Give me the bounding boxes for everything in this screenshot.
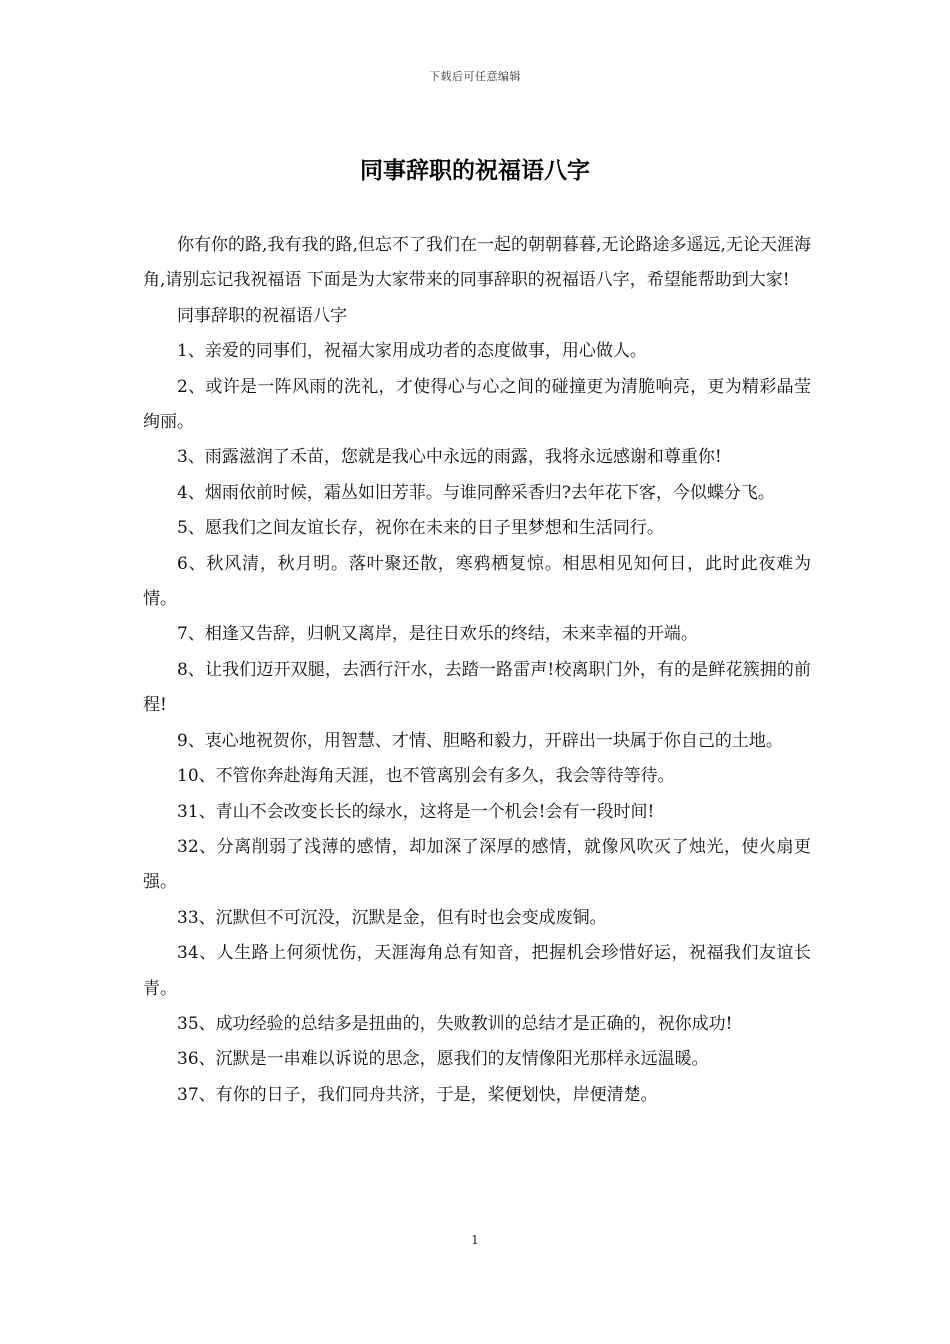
paragraph-item: 4、烟雨依前时候，霜丛如旧芳菲。与谁同醉采香归?去年花下客，今似蝶分飞。	[177, 482, 775, 503]
paragraph-item: 1、亲爱的同事们，祝福大家用成功者的态度做事，用心做人。	[177, 341, 647, 362]
paragraph-item: 10、不管你奔赴海角天涯，也不管离别会有多久，我会等待等待。	[177, 766, 675, 787]
paragraph-item: 2、或许是一阵风雨的洗礼，才使得心与心之间的碰撞更为清脆响亮，更为精彩晶莹绚丽。	[143, 376, 811, 433]
paragraph-item: 32、分离削弱了浅薄的感情，却加深了深厚的感情，就像风吹灭了烛光，使火扇更强。	[143, 836, 811, 893]
paragraph-item: 6、秋风清，秋月明。落叶聚还散，寒鸦栖复惊。相思相见知何日，此时此夜难为情。	[143, 553, 811, 610]
paragraph-item: 36、沉默是一串难以诉说的思念，愿我们的友情像阳光那样永远温暖。	[177, 1049, 709, 1070]
page-number: 1	[471, 1233, 479, 1247]
paragraph-item: 7、相逢又告辞，归帆又离岸，是往日欢乐的终结，未来幸福的开端。	[177, 624, 698, 645]
paragraph-item: 31、青山不会改变长长的绿水，这将是一个机会!会有一段时间!	[177, 801, 655, 822]
paragraph-item: 9、衷心地祝贺你，用智慧、才情、胆略和毅力，开辟出一块属于你自己的土地。	[177, 730, 783, 751]
paragraph-item: 34、人生路上何须忧伤，天涯海角总有知音，把握机会珍惜好运，祝福我们友谊长青。	[143, 943, 811, 999]
paragraph-item: 5、愿我们之间友谊长存，祝你在未来的日子里梦想和生活同行。	[177, 518, 664, 539]
paragraph-intro: 你有你的路,我有我的路,但忘不了我们在一起的朝朝暮暮,无论路途多遥远,无论天涯海角,请别忘记我祝福语 下面是为大家带来的同事辞职的祝福语八字，希望能帮助到大家!	[143, 235, 811, 291]
paragraph-item: 33、沉默但不可沉没，沉默是金，但有时也会变成废铜。	[177, 907, 607, 928]
paragraph-subtitle: 同事辞职的祝福语八字	[177, 305, 347, 326]
paragraph-item: 37、有你的日子，我们同舟共济，于是，桨便划快，岸便清楚。	[177, 1084, 658, 1105]
header-note: 下载后可任意编辑	[429, 70, 521, 83]
document-title: 同事辞职的祝福语八字	[360, 157, 590, 184]
paragraph-item: 35、成功经验的总结多是扭曲的，失败教训的总结才是正确的，祝你成功!	[177, 1013, 733, 1034]
paragraph-item: 3、雨露滋润了禾苗，您就是我心中永远的雨露，我将永远感谢和尊重你!	[177, 447, 722, 468]
paragraph-item: 8、让我们迈开双腿，去洒行汗水，去踏一路雷声!校离职门外，有的是鲜花簇拥的前程!	[143, 659, 811, 716]
document-body	[143, 228, 811, 1113]
